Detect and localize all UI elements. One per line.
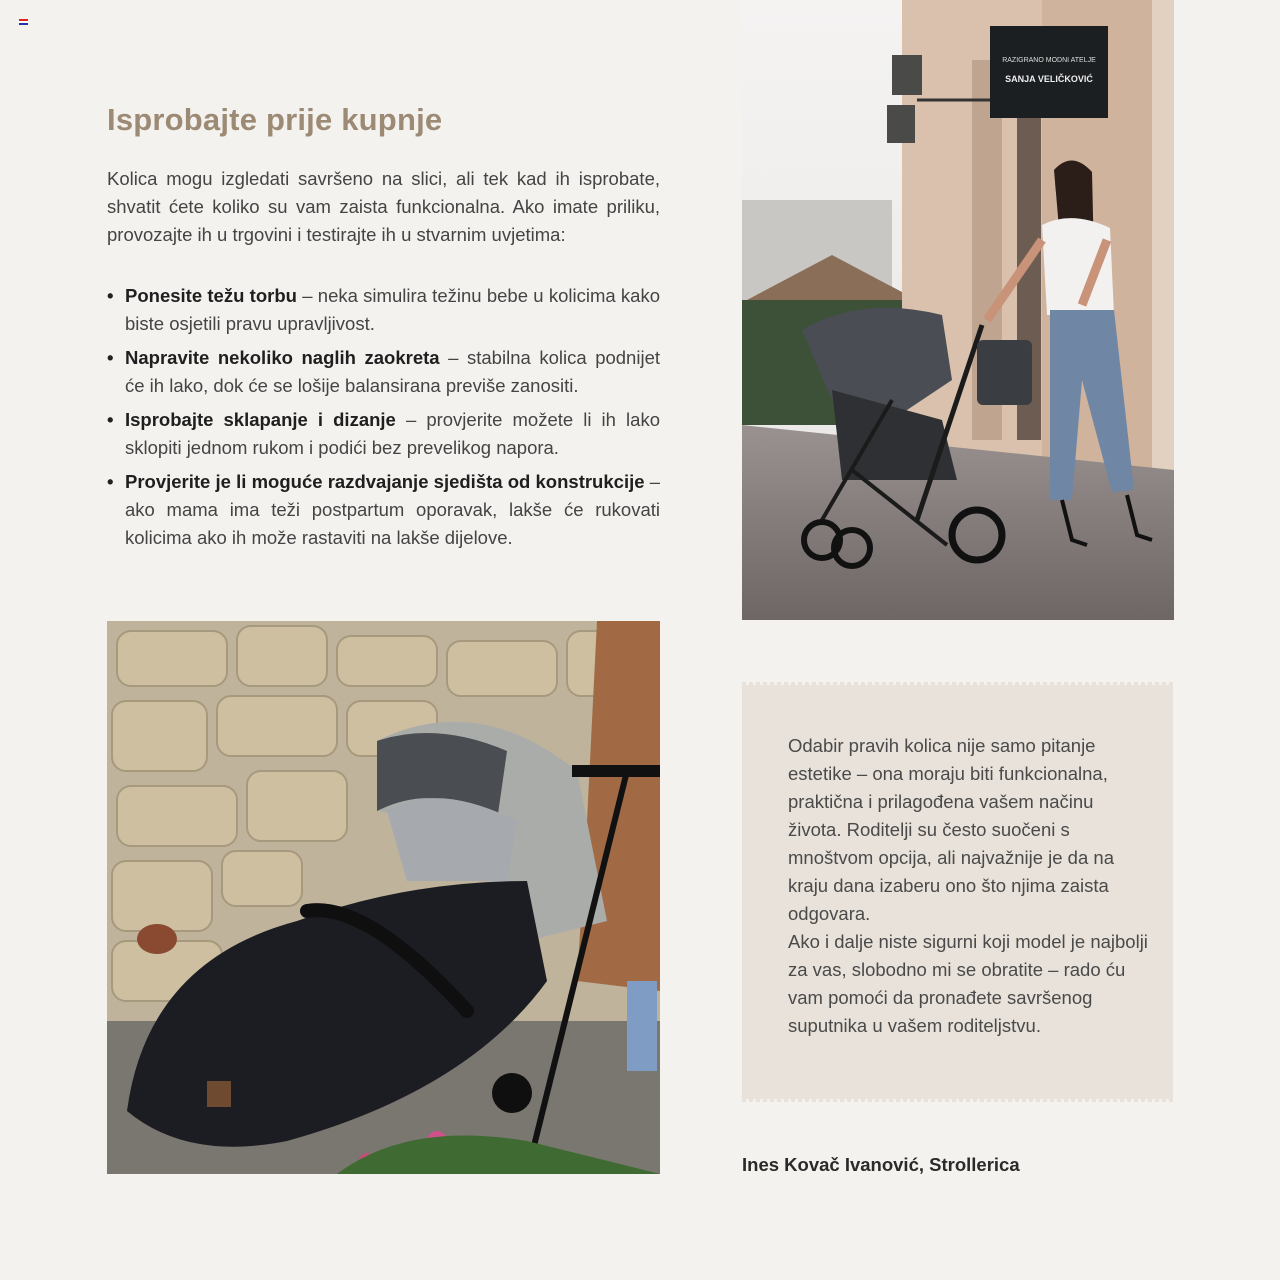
tip-item [107, 344, 660, 400]
quote-paragraph: Ako i dalje niste sigurni koji model je najbolji za vas, slobodno mi se obratite – rado ću vam pomoći da pronađete savršenog suputnika u vašem roditeljstvu. [788, 931, 1148, 1036]
street-stroller-photo [742, 0, 1174, 620]
tip-item [107, 282, 660, 338]
tips-list [107, 282, 660, 558]
tip-text: – neka simulira težinu bebe u kolicima kako biste osjetili pravu upravljivost. [125, 285, 660, 334]
quote-text [788, 732, 1148, 1040]
brand-tag-icon [207, 1081, 231, 1107]
tip-text: – stabilna kolica podnijet će ih lako, dok će se lošije balansirana previše zanositi. [125, 347, 660, 396]
tip-text: – provjerite možete li ih lako sklopiti jednom rukom i podići bez prevelikog napora. [125, 409, 660, 458]
bullet-icon: • [107, 347, 114, 368]
section-heading: Isprobajte prije kupnje [107, 102, 443, 137]
tip-item [107, 406, 660, 462]
tip-title: Napravite nekoliko naglih zaokreta [125, 347, 440, 368]
footmuff-stroller-photo [107, 621, 660, 1174]
street-photo-illustration [742, 0, 1174, 620]
bullet-icon: • [107, 409, 114, 430]
shop-sign-line2: SANJA VELIČKOVIĆ [1005, 74, 1093, 84]
tip-title: Isprobajte sklapanje i dizanje [125, 409, 396, 430]
quote-box [748, 688, 1170, 1096]
bullet-icon: • [107, 285, 114, 306]
tip-item [107, 468, 660, 552]
stroller-photo-illustration [107, 621, 660, 1174]
tip-title: Provjerite je li moguće razdvajanje sjedišta od konstrukcije [125, 471, 645, 492]
author-signature: Ines Kovač Ivanović, Strollerica [742, 1154, 1020, 1175]
tip-title: Ponesite težu torbu [125, 285, 297, 306]
tip-text: – ako mama ima teži postpartum oporavak, lakše će rukovati kolicima ako ih može rastaviti na lakše dijelove. [125, 471, 660, 548]
quote-paragraph: Odabir pravih kolica nije samo pitanje estetike – ona moraju biti funkcionalna, praktična i prilagođena vašem načinu života. Roditelji su često suočeni s mnoštvom opcija, ali najvažnije je da na kraju dana izaberu ono što njima zaista odgovara. [788, 735, 1114, 924]
intro-paragraph: Kolica mogu izgledati savršeno na slici, ali tek kad ih isprobate, shvatit ćete koliko su vam zaista funkcionalna. Ako imate priliku, provozajte ih u trgovini i testirajte ih u stvarnim uvjetima: [107, 168, 660, 245]
bullet-icon: • [107, 471, 114, 492]
shop-sign-line1: RAZIGRANO MODNI ATELJE [1002, 57, 1096, 64]
flag-icon [19, 19, 28, 25]
